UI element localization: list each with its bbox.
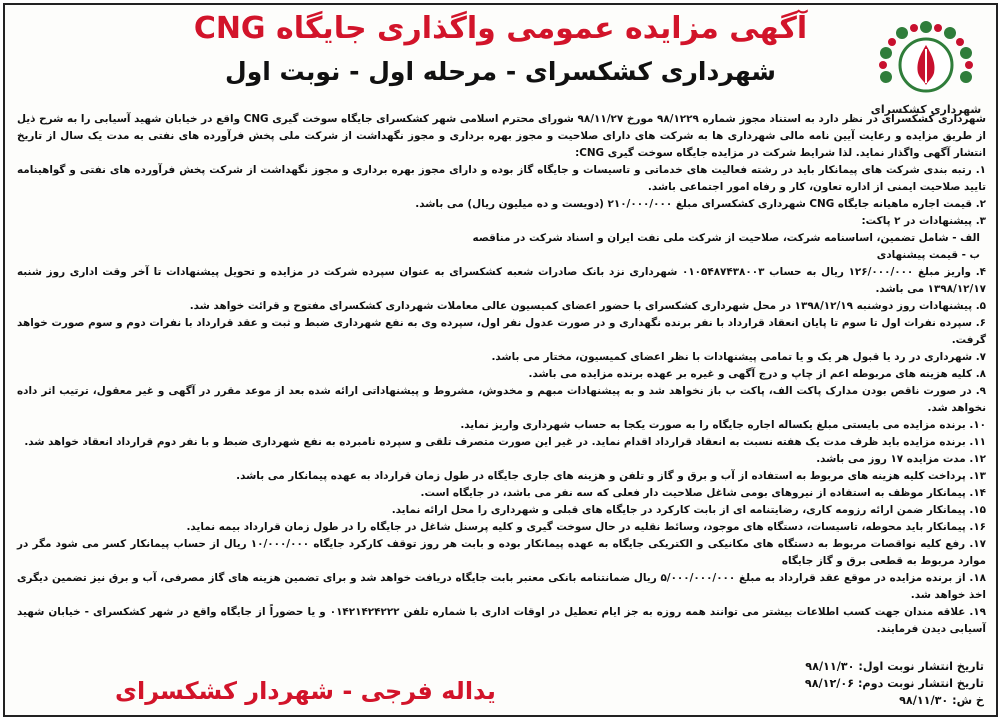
ad-title: آگهی مزایده عمومی واگذاری جایگاه CNG xyxy=(193,11,808,46)
logo-caption: شهرداری کشکسرای xyxy=(870,103,982,116)
list-item: ۱۵. پیمانکار ضمن ارائه رزومه کاری، رضایتنامه ای از بابت کارکرد در جایگاه های قبلی و شهرداری را محل ارائه نماید. xyxy=(391,504,986,516)
list-item: ۱. رتبه بندی شرکت های پیمانکار باید در رشته فعالیت های خدماتی و تاسیسات و جایگاه گاز بوده و دارای مجوز بهره برداری و مجوز نگهداشت از شرکت پخش فرآورده های نفتی و گواهینامه تایید صلاحیت ایمنی از اداره تعاون، کار و رفاه امور اجتماعی باشد. xyxy=(17,164,986,193)
second-publish-date: تاریخ انتشار نوبت دوم: ۹۸/۱۲/۰۶ xyxy=(804,677,984,690)
list-item: ۱۶. پیمانکار باید محوطه، تاسیسات، دستگاه های موجود، وسائط نقلیه در حال سوخت گیری و کلیه پرسنل شاغل در جایگاه را در طول زمان قرارداد بیمه نماید. xyxy=(186,521,986,533)
list-item: ۴. واریز مبلغ ۱۲۶/۰۰۰/۰۰۰ ریال به حساب ۰۱۰۵۴۸۷۴۳۸۰۰۳ شهرداری نزد بانک صادرات شعبه کشکسرای به عنوان سپرده شرکت در مزایده و تحویل پیشنهادات تا آخر وقت اداری روز شنبه ۱۳۹۸/۱۲/۱۷ می باشد. xyxy=(17,266,986,295)
intro-paragraph: شهرداری کشکسرای در نظر دارد به استناد مجوز شماره ۹۸/۱۲۲۹ مورخ ۹۸/۱۱/۲۷ شورای محترم اسلامی شهر کشکسرای جایگاه سوخت گیری CNG واقع در خیابان شهید آسیابی را به شرح ذیل از طریق مزایده و رعایت آیین نامه مالی شهرداری ها به شرکت های دارای صلاحیت و مجوز بهره برداری و مجوز نگهداشت از شرکت ملی پخش فرآورده های نفتی به مدت یک سال از تاریخ انتشار آگهی واگذار نماید. لذا شرایط شرکت در مزایده جایگاه سوخت گیری CNG: xyxy=(17,113,986,159)
list-item: ۱۳. پرداخت کلیه هزینه های مربوط به استفاده از آب و برق و گاز و تلفن و هزینه های جاری جایگاه در طول زمان قرارداد به عهده پیمانکار می باشد. xyxy=(236,470,986,482)
envelope-b: ب - قیمت پیشنهادی xyxy=(876,249,980,261)
ad-subtitle: شهرداری کشکسرای - مرحله اول - نوبت اول xyxy=(225,57,776,86)
list-item: ۲. قیمت اجاره ماهیانه جایگاه CNG شهرداری کشکسرای مبلغ ۲۱۰/۰۰۰/۰۰۰ (دویست و ده میلیون ریال) می باشد. xyxy=(415,198,986,210)
list-item: ۱۴. پیمانکار موظف به استفاده از نیروهای بومی شاغل صلاحیت دار فعلی که سه نفر می باشد، در جایگاه است. xyxy=(420,487,986,499)
publish-dates xyxy=(724,658,984,709)
conditions-list xyxy=(17,162,986,638)
ad-body xyxy=(17,111,986,638)
first-publish-date: تاریخ انتشار نوبت اول: ۹۸/۱۱/۳۰ xyxy=(805,660,984,673)
list-item xyxy=(17,213,986,264)
envelope-a: الف - شامل تضمین، اساسنامه شرکت، صلاحیت از شرکت ملی نفت ایران و اسناد شرکت در مناقصه xyxy=(472,232,980,244)
list-item: ۱۹. علاقه مندان جهت کسب اطلاعات بیشتر می توانند همه روزه به جز ایام تعطیل در اوقات اداری با شماره تلفن ۰۱۴۲۱۴۲۴۲۲۲ و یا حضوراً از جایگاه واقع در شهر کشکسرای - خیابان شهید آسیابی دیدن فرمایند. xyxy=(17,606,986,635)
list-item: ۱۱. برنده مزایده باید ظرف مدت یک هفته نسبت به انعقاد قرارداد اقدام نماید. در غیر این صورت متصرف تلقی و سپرده نامبرده به نفع شهرداری ضبط و با نفر دوم قرارداد انعقاد خواهد شد. xyxy=(24,436,986,448)
newspaper-ad xyxy=(3,3,998,717)
list-item: ۱۸. از برنده مزایده در موقع عقد قرارداد به مبلغ ۵/۰۰۰/۰۰۰/۰۰۰ ریال ضمانتنامه بانکی معتبر بابت جایگاه دریافت خواهد شد و برای تضمین هزینه های گاز مصرفی، آب و برق نیز تضمین دیگری اخذ خواهد شد. xyxy=(17,572,986,601)
list-item: ۶. سپرده نفرات اول تا سوم تا پایان انعقاد قرارداد با نفر برنده نگهداری و در صورت عدول نفر اول، سپرده وی به نفع شهرداری ضبط و ثبت و عقد قرارداد با نفرات دوم و سوم صورت خواهد گرفت. xyxy=(17,317,986,346)
list-item: ۷. شهرداری در رد یا قبول هر یک و یا تمامی پیشنهادات با نظر اعضای کمیسیون، مختار می باشد. xyxy=(491,351,986,363)
list-item: ۹. در صورت ناقص بودن مدارک پاکت الف، پاکت ب باز نخواهد شد و به پیشنهادات مبهم و مخدوش، مشروط و پیشنهاداتی ارائه شده بعد از موعد مقرر در آگهی و غیر معقول، ترتیب اثر داده نخواهد شد. xyxy=(17,385,986,414)
list-item-label: ۳. پیشنهادات در ۲ پاکت: xyxy=(861,215,986,227)
list-item: ۵. پیشنهادات روز دوشنبه ۱۳۹۸/۱۲/۱۹ در محل شهرداری کشکسرای با حضور اعضای کمیسیون عالی معاملات شهرداری کشکسرای مفتوح و قرائت خواهد شد. xyxy=(189,300,986,312)
code-date: خ ش: ۹۸/۱۱/۳۰ xyxy=(899,694,984,707)
list-item: ۸. کلیه هزینه های مربوطه اعم از چاپ و درج آگهی و غیره بر عهده برنده مزایده می باشد. xyxy=(528,368,986,380)
list-item: ۱۲. مدت مزایده ۱۷ روز می باشد. xyxy=(816,453,986,465)
list-item: ۱۷. رفع کلیه نواقصات مربوط به دستگاه های مکانیکی و الکتریکی جایگاه به عهده پیمانکار بوده و بابت هر روز توقف کارکرد جایگاه ۱۰/۰۰۰/۰۰۰ ریال از حساب پیمانکار کسر می شود مگر در موارد مربوط به قطعی برق و گاز جایگاه xyxy=(17,538,986,567)
mayor-signature: یداله فرجی - شهردار کشکسرای xyxy=(115,677,496,705)
list-item: ۱۰. برنده مزایده می بایستی مبلغ یکساله اجاره جایگاه را به صورت یکجا به حساب شهرداری واریز نماید. xyxy=(460,419,986,431)
